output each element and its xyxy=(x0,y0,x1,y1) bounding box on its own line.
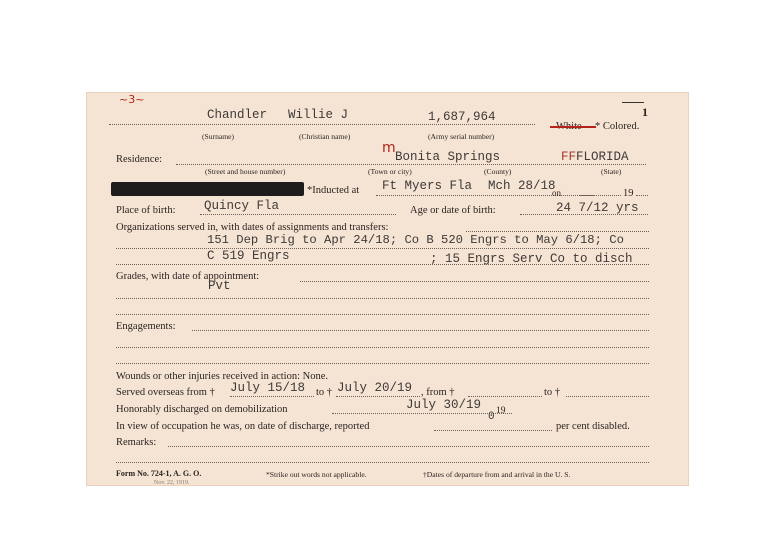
overseas-to-value: July 20/19 xyxy=(337,381,413,395)
grades-value: Pvt xyxy=(208,279,231,293)
disability-suffix: per cent disabled. xyxy=(556,421,630,432)
birth-place-label: Place of birth: xyxy=(116,205,176,216)
remarks-label: Remarks: xyxy=(116,437,157,448)
top-rule xyxy=(622,102,644,103)
overseas-from-value: July 15/18 xyxy=(230,381,306,395)
induction-year-label: 19 xyxy=(623,188,634,199)
street-label: (Street and house number) xyxy=(205,167,286,176)
discharge-value: July 30/19 xyxy=(406,398,482,412)
grades-label: Grades, with date of appointment: xyxy=(116,271,260,282)
corner-pencil-mark: ~3~ xyxy=(119,93,145,106)
serial-number-label: (Army serial number) xyxy=(428,132,495,141)
disability-label: In view of occupation he was, on date of discharge, reported xyxy=(116,421,370,432)
engagements-dotted-3 xyxy=(116,363,649,364)
state-prefix-value: FF xyxy=(561,150,577,164)
form-number: Form No. 724-1, A. G. O. xyxy=(116,469,202,478)
overseas-from2-dotted xyxy=(468,396,542,397)
state-label: (State) xyxy=(601,167,622,176)
grades-dotted-3 xyxy=(116,314,649,315)
town-label: (Town or city) xyxy=(368,167,412,176)
overseas-label: Served overseas from † xyxy=(116,387,215,398)
organizations-dotted-2 xyxy=(116,248,649,249)
organizations-line-2b: ; 15 Engrs Serv Co to disch xyxy=(430,252,633,266)
residence-label: Residence: xyxy=(116,154,163,165)
overseas-to2-label: to † xyxy=(544,387,561,398)
birth-place-value: Quincy Fla xyxy=(204,199,280,213)
form-date: Nov. 22, 1919. xyxy=(154,480,190,486)
grades-dotted-2 xyxy=(116,298,649,299)
page-number: 1 xyxy=(642,105,648,119)
organizations-dotted-3 xyxy=(116,264,649,265)
strike-through-mark xyxy=(550,126,596,128)
surname-value: Chandler xyxy=(207,108,268,122)
age-label: Age or date of birth: xyxy=(410,205,496,216)
organizations-label: Organizations served in, with dates of assignments and transfers: xyxy=(116,222,389,233)
engagements-dotted-1 xyxy=(192,330,649,331)
serial-number-value: 1,687,964 xyxy=(428,110,496,124)
overseas-to-dotted xyxy=(336,396,420,397)
engagements-dotted-2 xyxy=(116,347,649,348)
disability-dotted xyxy=(434,430,552,431)
header-dotted-line xyxy=(109,124,535,125)
overseas-from-dotted xyxy=(230,396,314,397)
remarks-dotted-1 xyxy=(168,446,649,447)
race-colored-label: * Colored. xyxy=(595,121,640,132)
town-handwritten-correction: m xyxy=(382,140,396,156)
overseas-to2-dotted xyxy=(566,396,649,397)
induction-dotted-line xyxy=(376,195,594,196)
state-value: FLORIDA xyxy=(576,150,629,164)
overseas-to-label: to † xyxy=(316,387,333,398)
age-value: 24 7/12 yrs xyxy=(556,201,639,215)
induction-year-dotted xyxy=(636,195,648,196)
inducted-at-label: *Inducted at xyxy=(307,185,360,196)
redaction-bar xyxy=(111,182,304,196)
organizations-line-1: 151 Dep Brig to Apr 24/18; Co B 520 Engrs to May 6/18; Co xyxy=(207,233,624,247)
discharge-year-correction: 0 xyxy=(488,411,495,423)
town-value: Bonita Springs xyxy=(395,150,501,164)
christian-name-label: (Christian name) xyxy=(299,132,351,141)
organizations-line-2a: C 519 Engrs xyxy=(207,249,290,263)
dates-note: †Dates of departure from and arrival in the U. S. xyxy=(423,470,571,479)
induction-date-value: Mch 28/18 xyxy=(488,179,556,193)
discharge-dotted xyxy=(332,413,512,414)
service-record-card xyxy=(86,92,689,486)
race-white-struck: White xyxy=(556,121,582,132)
christian-name-value: Willie J xyxy=(288,108,349,122)
remarks-dotted-2 xyxy=(116,462,649,463)
organizations-dotted-1 xyxy=(466,231,649,232)
discharge-label: Honorably discharged on demobilization xyxy=(116,404,288,415)
strike-note: *Strike out words not applicable. xyxy=(266,470,367,479)
surname-label: (Surname) xyxy=(202,132,235,141)
overseas-from2-label: , from † xyxy=(421,387,455,398)
residence-dotted-line xyxy=(176,164,646,165)
on-label: on xyxy=(552,188,561,198)
engagements-label: Engagements: xyxy=(116,321,176,332)
county-label: (County) xyxy=(484,167,512,176)
induction-place-value: Ft Myers Fla xyxy=(382,179,473,193)
induction-date-dotted xyxy=(579,195,621,196)
wounds-label: Wounds or other injuries received in action: None. xyxy=(116,371,329,382)
grades-dotted-1 xyxy=(300,281,649,282)
discharge-year-label: 19 xyxy=(496,406,506,416)
birth-place-dotted xyxy=(200,214,396,215)
